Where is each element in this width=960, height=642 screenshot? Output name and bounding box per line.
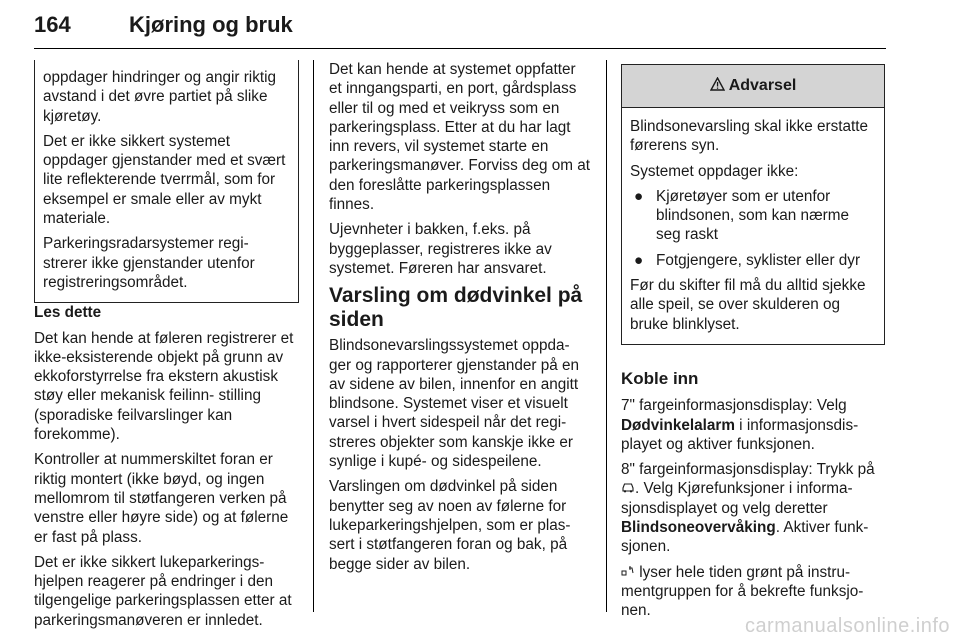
- warning-paragraph: Før du skifter fil må du alltid sjekke alle speil, se over skulderen og bruke blinklyset.: [630, 277, 866, 333]
- warning-body: [622, 108, 884, 344]
- column-divider-right: [606, 60, 607, 612]
- text: . Velg Kjørefunksjoner i informa- sjonsdisplayet og velg deretter: [621, 480, 853, 517]
- chapter-title: Kjøring og bruk: [129, 12, 293, 37]
- note-box-continued: [34, 60, 299, 303]
- bullet-icon: ●: [634, 251, 644, 269]
- body-paragraph: Blindsonevarslingssystemet oppda- ger og rapporterer gjenstander på en av sidene av bilen, innenfor en angitt blindsone. Systemet viser et visuelt varsel i hvert sidespeil når det regi- streres objekter som kanskje ikke er synlige i kupé- og sidespeilene.: [329, 337, 580, 471]
- text: i informasjonsdis- playet og aktiver funksjonen.: [621, 416, 859, 453]
- body-paragraph: [621, 460, 885, 556]
- subsection-title: Koble inn: [621, 368, 699, 388]
- note-paragraph: oppdager hindringer og angir riktig avstand i det øvre partiet på slike kjøretøy.: [43, 69, 277, 125]
- warning-box: [621, 64, 885, 345]
- note-heading: Les dette: [34, 304, 102, 322]
- body-paragraph: [621, 396, 885, 454]
- section-title: Varsling om dødvinkel på siden: [329, 284, 583, 332]
- warning-title: Advarsel: [728, 77, 797, 94]
- car-icon: [621, 479, 635, 498]
- column-right: [621, 64, 885, 627]
- body-paragraph: Det er ikke sikkert lukeparkerings- hjelpen reagerer på endringer i den tilgengelige parkeringsplassen etter at parkeringsmanøveren er innledet.: [34, 553, 292, 629]
- body-paragraph: Det kan hende at føleren registrerer et ikke-eksisterende objekt på grunn av ekkoforstyrrelse fra ekstern akustisk støy eller mekanisk feilinn- stilling (sporadiske feilvarslinger kan forekomme).: [34, 329, 294, 444]
- body-paragraph: [621, 563, 885, 621]
- bullet-icon: ●: [634, 187, 644, 205]
- body-paragraph: Ujevnheter i bakken, f.eks. på byggeplasser, registreres ikke av systemet. Føreren har ansvaret.: [329, 221, 552, 277]
- note-paragraph: Parkeringsradarsystemer regi- strerer ikke gjenstander utenfor registreringsområdet.: [43, 235, 255, 291]
- body-paragraph: Kontroller at nummerskiltet foran er riktig montert (ikke bøyd, og ingen mellomrom til støtfangeren verken på venstre eller høyre side) og at følerne er fast på plass.: [34, 451, 289, 546]
- list-item-text: Fotgjengere, syklister eller dyr: [656, 251, 861, 269]
- text: 7" fargeinformasjonsdisplay: Velg: [621, 397, 847, 415]
- list-item: [630, 251, 876, 270]
- warning-paragraph: Blindsonevarsling skal ikke erstatte førerens syn.: [630, 118, 869, 155]
- column-divider-left: [313, 60, 314, 612]
- watermark: carmanualsonline.info: [744, 615, 950, 637]
- list-item: [630, 187, 876, 245]
- warning-header: [622, 65, 884, 108]
- page-number: 164: [34, 12, 71, 37]
- header-rule: [34, 48, 886, 49]
- blind-spot-icon: [621, 563, 635, 582]
- column-left: [34, 60, 299, 636]
- note-paragraph: Det er ikke sikkert systemet oppdager gjenstander med et svært lite reflekterende tverrmål, som for eksempel er smale eller av mykt materiale.: [43, 132, 286, 228]
- menu-term: Blindsoneovervåking: [621, 519, 776, 537]
- page-header: [34, 10, 886, 50]
- list-item-text: Kjøretøyer som er utenfor blindsonen, som kan nærme seg raskt: [656, 187, 850, 244]
- menu-term: Dødvinkelalarm: [621, 416, 735, 434]
- text: . Aktiver funk- sjonen.: [621, 519, 869, 556]
- warning-list: [630, 187, 876, 270]
- warning-triangle-icon: [710, 65, 725, 107]
- text: 8" fargeinformasjonsdisplay: Trykk på: [621, 461, 875, 479]
- column-middle: [329, 60, 592, 580]
- warning-paragraph: Systemet oppdager ikke:: [630, 162, 799, 180]
- text: lyser hele tiden grønt på instru- mentgruppen for å bekrefte funksjo- nen.: [621, 563, 864, 620]
- body-paragraph: Varslingen om dødvinkel på siden benytter seg av noen av følerne for lukeparkeringshjelpen, som er plas- sert i støtfangeren foran og bak, på begge sider av bilen.: [329, 478, 571, 573]
- body-paragraph: Det kan hende at systemet oppfatter et inngangsparti, en port, gårdsplass eller til og med et veikryss som en parkeringsplass. Etter at du har lagt inn revers, vil systemet starte en parkeringsmanøver. Forviss deg om at den foreslåtte parkeringsplassen finnes.: [329, 61, 590, 214]
